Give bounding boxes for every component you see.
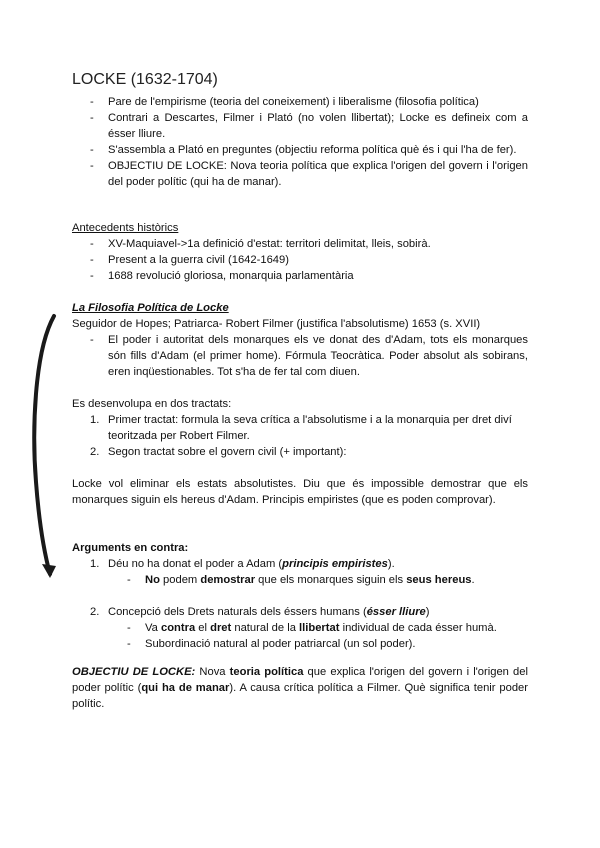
section-heading: Arguments en contra: [72,542,189,554]
text-run: No [145,574,160,586]
list-item: - El poder i autoritat dels monarques els ve donat des d'Adam, tots els monarques són fills d'Adam (el primer home). Fórmula Teocràtica. Poder absolut als sobirans, eren inqüestionables. Tot s'ha de fer tal com diuen. [72,332,528,380]
text-run: Nova [195,666,230,678]
sub-list-item: - Subordinació natural al poder patriarcal (un sol poder). [72,636,528,652]
sub-list-item [72,572,528,588]
section-heading: La Filosofia Política de Locke [72,302,229,314]
text-run: individual de cada ésser humà. [339,622,497,634]
text-run: seus hereus [406,574,472,586]
text-run: que explica l'origen del govern i l'origen del poder polític ( [72,666,528,694]
page-title: LOCKE (1632-1704) [72,71,218,88]
tractats-section [72,396,528,460]
text-run: contra [160,622,196,634]
filosofia-section [72,300,528,380]
section-heading: Antecedents històrics [72,222,179,234]
list-item: - OBJECTIU DE LOCKE: Nova teoria política que explica l'origen del govern i l'origen del poder polític (qui ha de manar). [72,158,528,190]
arguments-section [72,540,528,588]
text-run: ). A causa crítica política a Filmer. Què significa tenir poder polític. [72,682,528,710]
text-run: principis empiristes [282,558,388,570]
list-text: Segon tractat sobre el govern civil (+ important): [108,446,347,458]
antecedents-section [72,220,528,284]
text-run: natural de la [231,622,300,634]
list-item: - S'assembla a Plató en preguntes (objectiu reforma política què és i qui l'ha de fer). [72,142,528,158]
arguments-section-2 [72,604,528,652]
list-number: 2. [90,606,100,618]
sub-list-item [72,620,528,636]
text-run: ) [425,606,430,618]
list-text: Primer tractat: formula la seva crítica a l'absolutisme i a la monarquia per dret diví teoritzada per Robert Filmer. [108,414,512,442]
text-run: dret [210,622,232,634]
text-run: llibertat [299,622,340,634]
intro-list [72,94,528,190]
list-item [72,412,528,444]
list-item [72,444,528,460]
list-number: 1. [90,558,100,570]
text-run: el [195,622,211,634]
text-run: qui ha de manar [141,682,230,694]
text-run: podem [159,574,201,586]
list-number: 1. [90,414,100,426]
list-item: - XV-Maquiavel->1a definició d'estat: territori delimitat, lleis, sobirà. [72,236,528,252]
list-item: - Present a la guerra civil (1642-1649) [72,252,528,268]
list-item [72,604,528,620]
text-run: que els monarques siguin els [255,574,407,586]
text-run: . [471,574,475,586]
list-number: 2. [90,446,100,458]
text-run: Concepció dels Drets naturals dels éssers humans ( [108,606,367,618]
paragraph: Seguidor de Hopes; Patriarca- Robert Filmer (justifica l'absolutisme) 1653 (s. XVII) [72,318,481,330]
text-run: ésser lliure [366,606,426,618]
text-run: demostrar [200,574,256,586]
list-item: - Contrari a Descartes, Filmer i Plató (no volen llibertat); Locke es defineix com a ésser lliure. [72,110,528,142]
objectiu-paragraph [72,664,528,712]
list-item [72,556,528,572]
list-item: - Pare de l'empirisme (teoria del coneixement) i liberalisme (filosofia política) [72,94,528,110]
paragraph: Locke vol eliminar els estats absolutistes. Diu que és impossible demostrar que els monarques siguin els hereus d'Adam. Principis empiristes (que es poden comprovar). [72,478,528,506]
text-run: ). [387,558,395,570]
paragraph: Es desenvolupa en dos tractats: [72,398,232,410]
text-run: OBJECTIU DE LOCKE: [72,666,196,678]
text-run: Va [145,622,161,634]
list-item: - 1688 revolució gloriosa, monarquia parlamentària [72,268,528,284]
text-run: Déu no ha donat el poder a Adam ( [108,558,283,570]
curved-arrow-icon [30,312,70,582]
text-run: teoria política [229,666,304,678]
